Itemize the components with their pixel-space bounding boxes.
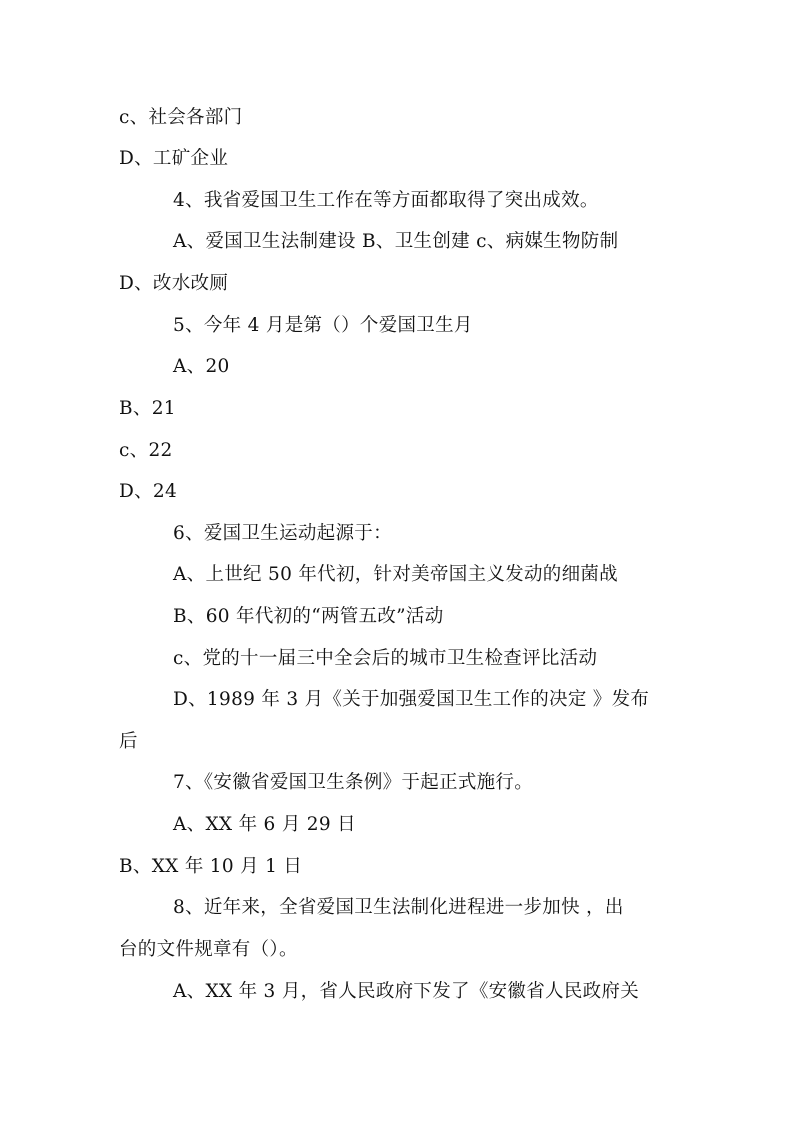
question-6-option-c: c、党的十一届三中全会后的城市卫生检查评比活动: [173, 648, 598, 669]
question-8-continued: 台的文件规章有（）。: [119, 939, 298, 960]
option-d-industrial-enterprises: D、工矿企业: [119, 148, 229, 169]
question-6-option-d-continued: 后: [119, 731, 138, 752]
question-5-option-a: A、20: [173, 356, 230, 377]
question-4-options-abc: A、爱国卫生法制建设 B、卫生创建 c、病媒生物防制: [173, 231, 619, 252]
question-5-option-d: D、24: [119, 481, 178, 502]
question-4-option-d: D、改水改厕: [119, 273, 229, 294]
question-7-option-b: B、XX 年 10 月 1 日: [119, 856, 303, 877]
question-6-option-a: A、上世纪 50 年代初，针对美帝国主义发动的细菌战: [173, 564, 618, 585]
question-5-option-b: B、21: [119, 398, 176, 419]
question-6: 6、爱国卫生运动起源于：: [173, 523, 392, 544]
question-7-option-a: A、XX 年 6 月 29 日: [173, 814, 356, 835]
question-5: 5、今年 4 月是第（）个爱国卫生月: [173, 315, 473, 336]
question-8-option-a: A、XX 年 3 月，省人民政府下发了《安徽省人民政府关: [173, 981, 640, 1002]
question-6-option-b: B、60 年代初的“两管五改”活动: [173, 606, 444, 627]
question-8: 8、近年来，全省爱国卫生法制化进程进一步加快 ，出: [173, 897, 624, 918]
question-7: 7、《安徽省爱国卫生条例》于起正式施行。: [173, 772, 534, 793]
option-c-social-departments: c、社会各部门: [119, 107, 243, 128]
question-4: 4、我省爱国卫生工作在等方面都取得了突出成效。: [173, 190, 599, 211]
question-6-option-d: D、1989 年 3 月《关于加强爱国卫生工作的决定 》发布: [173, 689, 650, 710]
question-5-option-c: c、22: [119, 440, 173, 461]
